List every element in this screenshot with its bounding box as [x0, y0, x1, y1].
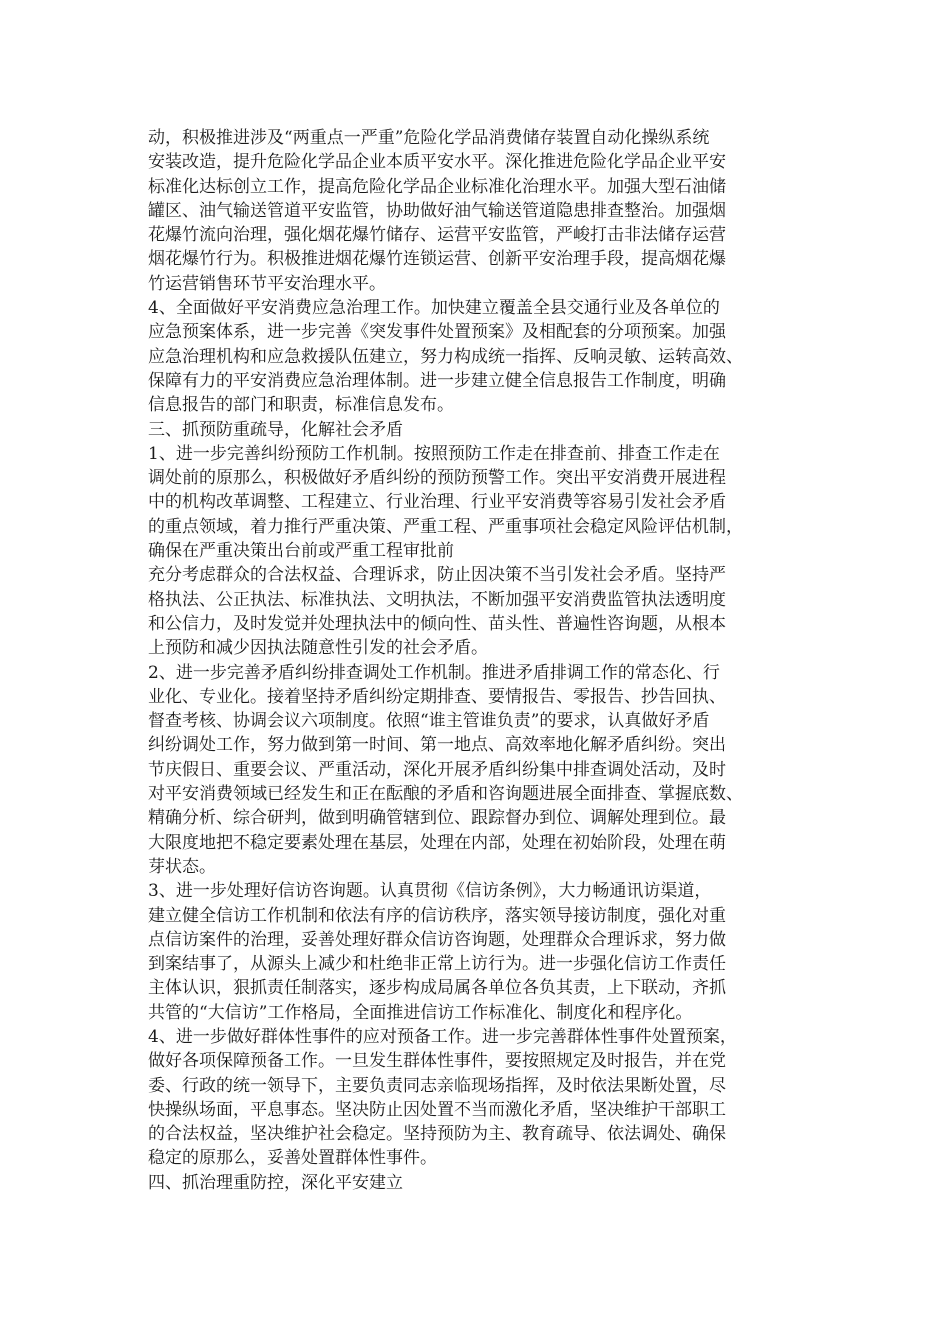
text-line: 和公信力，及时发觉并处理执法中的倾向性、苗头性、普遍性咨询题，从根本 [148, 613, 726, 634]
text-line: 三、抓预防重疏导，化解社会矛盾 [148, 419, 403, 440]
text-line: 点信访案件的治理，妥善处理好群众信访咨询题，处理群众合理诉求，努力做 [148, 929, 726, 950]
text-line: 四、抓治理重防控，深化平安建立 [148, 1172, 403, 1193]
text-line: 督查考核、协调会议六项制度。依照“谁主管谁负责”的要求，认真做好矛盾 [148, 711, 710, 732]
text-line: 动，积极推进涉及“两重点一严重”危险化学品消费储存装置自动化操纵系统 [148, 128, 710, 148]
text-line: 充分考虑群众的合法权益、合理诉求，防止因决策不当引发社会矛盾。坚持严 [148, 565, 726, 586]
text-line: 纠纷调处工作，努力做到第一时间、第一地点、高效率地化解矛盾纠纷。突出 [148, 735, 726, 756]
text-line: 业化、专业化。接着坚持矛盾纠纷定期排查、要情报告、零报告、抄告回执、 [148, 686, 726, 707]
text-line: 节庆假日、重要会议、严重活动，深化开展矛盾纠纷集中排查调处活动，及时 [148, 759, 726, 780]
text-line: 调处前的原那么，积极做好矛盾纠纷的预防预警工作。突出平安消费开展进程 [148, 468, 726, 489]
text-line: 罐区、油气输送管道平安监管，协助做好油气输送管道隐患排查整治。加强烟 [148, 200, 726, 221]
body-text [148, 126, 808, 1195]
text-line: 对平安消费领域已经发生和正在酝酿的矛盾和咨询题进展全面排查、掌握底数、 [148, 784, 743, 805]
text-line: 大限度地把不稳定要素处理在基层，处理在内部，处理在初始阶段，处理在萌 [148, 832, 726, 853]
text-line: 精确分析、综合研判，做到明确管辖到位、跟踪督办到位、调解处理到位。最 [148, 808, 726, 829]
text-line: 芽状态。 [148, 856, 216, 877]
text-line: 3、进一步处理好信访咨询题。认真贯彻《信访条例》，大力畅通讯访渠道， [148, 881, 712, 902]
text-line: 做好各项保障预备工作。一旦发生群体性事件，要按照规定及时报告，并在党 [148, 1051, 726, 1072]
text-line: 上预防和减少因执法随意性引发的社会矛盾。 [148, 638, 488, 659]
text-line: 稳定的原那么，妥善处置群体性事件。 [148, 1148, 437, 1169]
text-line: 烟花爆竹行为。积极推进烟花爆竹连锁运营、创新平安治理手段，提高烟花爆 [148, 249, 726, 270]
text-line: 花爆竹流向治理，强化烟花爆竹储存、运营平安监管，严峻打击非法储存运营 [148, 225, 726, 246]
text-line: 2、进一步完善矛盾纠纷排查调处工作机制。推进矛盾排调工作的常态化、行 [148, 662, 720, 683]
text-line: 中的机构改革调整、工程建立、行业治理、行业平安消费等容易引发社会矛盾 [148, 492, 726, 513]
text-line: 主体认识，狠抓责任制落实，逐步构成局属各单位各负其责，上下联动，齐抓 [148, 978, 726, 999]
text-line: 共管的“大信访”工作格局，全面推进信访工作标准化、制度化和程序化。 [148, 1002, 693, 1023]
text-line: 快操纵场面，平息事态。坚决防止因处置不当而激化矛盾，坚决维护干部职工 [148, 1099, 726, 1120]
text-line: 的重点领域，着力推行严重决策、严重工程、严重事项社会稳定风险评估机制， [148, 516, 743, 537]
text-line: 委、行政的统一领导下，主要负责同志亲临现场指挥，及时依法果断处置，尽 [148, 1075, 726, 1096]
text-line: 到案结事了，从源头上减少和杜绝非正常上访行为。进一步强化信访工作责任 [148, 954, 726, 975]
text-line: 竹运营销售环节平安治理水平。 [148, 273, 386, 294]
text-line: 应急治理机构和应急救援队伍建立，努力构成统一指挥、反响灵敏、运转高效、 [148, 346, 743, 367]
text-line: 信息报告的部门和职责，标准信息发布。 [148, 395, 454, 416]
text-line: 标准化达标创立工作，提高危险化学品企业标准化治理水平。加强大型石油储 [148, 176, 726, 197]
text-line: 应急预案体系，进一步完善《突发事件处置预案》及相配套的分项预案。加强 [148, 322, 726, 343]
text-line: 安装改造，提升危险化学品企业本质平安水平。深化推进危险化学品企业平安 [148, 152, 726, 173]
text-line: 4、全面做好平安消费应急治理工作。加快建立覆盖全县交通行业及各单位的 [148, 298, 720, 319]
text-line: 保障有力的平安消费应急治理体制。进一步建立健全信息报告工作制度，明确 [148, 370, 726, 391]
text-line: 格执法、公正执法、标准执法、文明执法，不断加强平安消费监管执法透明度 [148, 589, 726, 610]
text-line: 的合法权益，坚决维护社会稳定。坚持预防为主、教育疏导、依法调处、确保 [148, 1124, 726, 1145]
text-line: 1、进一步完善纠纷预防工作机制。按照预防工作走在排查前、排查工作走在 [148, 443, 720, 464]
text-line: 确保在严重决策出台前或严重工程审批前 [148, 541, 454, 562]
text-line: 建立健全信访工作机制和依法有序的信访秩序，落实领导接访制度，强化对重 [148, 905, 726, 926]
text-line: 4、进一步做好群体性事件的应对预备工作。进一步完善群体性事件处置预案， [148, 1026, 737, 1047]
